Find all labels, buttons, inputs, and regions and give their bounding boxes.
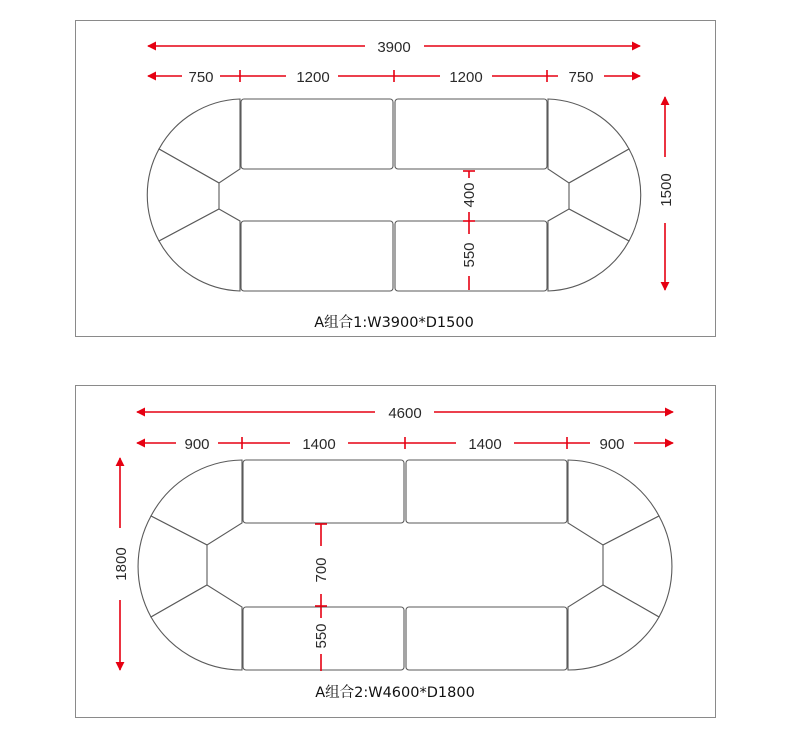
diagram-1-table-depth-label: 550 bbox=[461, 242, 478, 268]
diagram-2-overall-width-label: 4600 bbox=[388, 405, 422, 422]
diagram-2-table-depth-label: 550 bbox=[313, 623, 330, 649]
diagram-2-segment-label-1: 900 bbox=[184, 436, 210, 453]
diagram-2-segment-label-3: 1400 bbox=[468, 436, 502, 453]
diagram-1-segment-label-1: 750 bbox=[188, 69, 214, 86]
diagram-2-segment-label-4: 900 bbox=[599, 436, 625, 453]
diagram-1-segment-label-3: 1200 bbox=[449, 69, 483, 86]
diagram-1-depth-label: 1500 bbox=[658, 173, 675, 207]
diagram-1-overall-width-label: 3900 bbox=[377, 39, 411, 56]
diagram-1-segment-label-2: 1200 bbox=[296, 69, 330, 86]
diagram-2 bbox=[76, 386, 716, 718]
diagram-1-table-bottom-left bbox=[241, 221, 393, 291]
diagram-1-table-top-left bbox=[241, 99, 393, 169]
diagram-2-depth-label: 1800 bbox=[113, 547, 130, 581]
diagram-1-inner-gap-label: 400 bbox=[461, 182, 478, 208]
diagram-1-caption: A组合1:W3900*D1500 bbox=[314, 315, 474, 331]
diagram-2-segment-label-2: 1400 bbox=[302, 436, 336, 453]
diagram-2-table-top-right bbox=[406, 460, 567, 523]
diagram-1 bbox=[76, 21, 716, 337]
diagram-1-segment-label-4: 750 bbox=[568, 69, 594, 86]
diagram-2-table-top-left bbox=[243, 460, 404, 523]
diagram-2-inner-gap-label: 700 bbox=[313, 557, 330, 583]
diagram-2-table-bottom-right bbox=[406, 607, 567, 670]
diagram-1-table-top-right bbox=[395, 99, 547, 169]
diagram-2-caption: A组合2:W4600*D1800 bbox=[315, 685, 475, 701]
